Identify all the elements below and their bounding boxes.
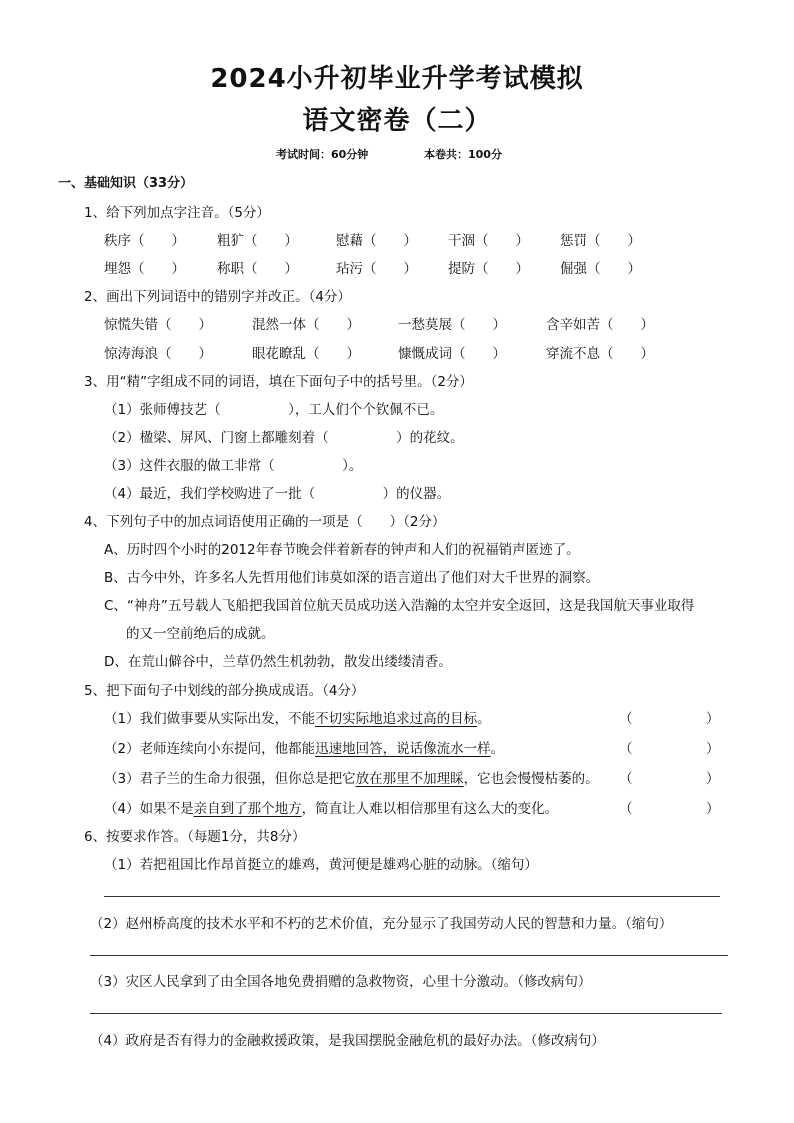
q1-item: 提防（ ） — [448, 261, 529, 277]
q1-item: 埋怨（ ） — [104, 261, 185, 277]
q3-item: （3）这件衣服的做工非常（ ）。 — [104, 458, 363, 474]
q5-answer-paren-close: ） — [706, 741, 720, 757]
q5-answer-paren-open: （ — [619, 771, 633, 787]
q5-text: （1）我们做事要从实际出发，不能 — [104, 711, 316, 727]
q5-item — [104, 797, 558, 817]
q2-item: 惊慌失错（ ） — [104, 317, 212, 333]
q5-answer-paren-open: （ — [619, 801, 633, 817]
q5-text: （2）老师连续向小东提问，他都能 — [104, 741, 316, 757]
q4-option-c: C、“神舟”五号载人飞船把我国首位航天员成功送入浩瀚的太空并安全返回，这是我国航天事业取得 — [104, 598, 695, 614]
q2-item: 穿流不息（ ） — [546, 346, 654, 362]
q2-item: 含辛如苦（ ） — [546, 317, 654, 333]
q5-text: （3）君子兰的生命力很强，但你总是把它 — [104, 771, 356, 787]
q5-answer-paren-open: （ — [619, 741, 633, 757]
q4-option-d: D、在荒山僻谷中，兰草仍然生机勃勃，散发出缕缕清香。 — [104, 654, 452, 670]
q3-item: （2）楹梁、屏风、门窗上都雕刻着（ ）的花纹。 — [104, 430, 464, 446]
q5-text: ，它也会慢慢枯萎的。 — [463, 771, 599, 787]
q3-item: （1）张师傅技艺（ ），工人们个个钦佩不已。 — [104, 402, 444, 418]
q5-underlined-phrase: 亲自到了那个地方 — [193, 801, 302, 817]
section-title: 一、基础知识（33分） — [58, 176, 194, 191]
q5-prompt: 5、把下面句子中划线的部分换成成语。（4分） — [84, 683, 365, 699]
q5-text: 。 — [490, 741, 505, 757]
q2-item: 一愁莫展（ ） — [398, 317, 506, 333]
q1-item: 慰藉（ ） — [336, 233, 417, 249]
q4-option-a: A、历时四个小时的2012年春节晚会伴着新春的钟声和人们的祝福销声匿迹了。 — [104, 542, 580, 558]
q6-item: （2）赵州桥高度的技术水平和不朽的艺术价值，充分显示了我国劳动人民的智慧和力量。（缩句） — [90, 916, 673, 932]
q1-item: 干涸（ ） — [448, 233, 529, 249]
q5-item — [104, 737, 504, 757]
q1-item: 玷污（ ） — [336, 261, 417, 277]
q1-item: 倔强（ ） — [560, 261, 641, 277]
answer-line — [90, 955, 728, 956]
q5-text: 。 — [477, 711, 491, 727]
q2-item: 混然一体（ ） — [252, 317, 360, 333]
answer-line — [90, 1013, 722, 1014]
q2-prompt: 2、画出下列词语中的错别字并改正。（4分） — [84, 289, 351, 305]
q1-item: 称职（ ） — [217, 261, 298, 277]
q5-answer-paren-close: ） — [706, 771, 720, 787]
q4-option-c-cont: 的又一空前绝后的成就。 — [126, 626, 275, 642]
q3-item: （4）最近，我们学校购进了一批（ ）的仪器。 — [104, 486, 451, 502]
q6-item: （1）若把祖国比作昂首挺立的雄鸡，黄河便是雄鸡心脏的动脉。（缩句） — [104, 857, 538, 873]
q4-prompt: 4、下列句子中的加点词语使用正确的一项是（ ）（2分） — [84, 514, 446, 530]
q5-answer-paren-close: ） — [706, 801, 720, 817]
exam-time: 考试时间：60分钟 — [276, 148, 369, 161]
q5-item — [104, 707, 491, 727]
total-score: 本卷共：100分 — [424, 148, 502, 161]
q5-text: ，简直让人难以相信那里有这么大的变化。 — [301, 801, 559, 817]
q5-underlined-phrase: 放在那里不加理睬 — [355, 771, 464, 787]
q5-underlined-phrase: 不切实际地追求过高的目标 — [315, 711, 478, 727]
q6-item: （4）政府是否有得力的金融救援政策，是我国摆脱金融危机的最好办法。（修改病句） — [90, 1033, 605, 1049]
q5-answer-paren-open: （ — [619, 711, 633, 727]
q1-prompt: 1、给下列加点字注音。（5分） — [84, 205, 270, 221]
q6-item: （3）灾区人民拿到了由全国各地免费捐赠的急救物资，心里十分激动。（修改病句） — [90, 974, 592, 990]
answer-line — [104, 896, 720, 897]
q5-text: （4）如果不是 — [104, 801, 194, 817]
q5-item — [104, 767, 599, 787]
q6-prompt: 6、按要求作答。（每题1分，共8分） — [84, 829, 306, 845]
exam-title-line2: 语文密卷（二） — [302, 106, 492, 136]
q2-item: 眼花瞭乱（ ） — [252, 346, 360, 362]
exam-title-line1: 2024小升初毕业升学考试模拟 — [210, 64, 584, 94]
q4-option-b: B、古今中外，许多名人先哲用他们讳莫如深的语言道出了他们对大千世界的洞察。 — [104, 570, 600, 586]
q1-item: 秩序（ ） — [104, 233, 185, 249]
q3-prompt: 3、用“精”字组成不同的词语，填在下面句子中的括号里。（2分） — [84, 374, 473, 390]
q1-item: 惩罚（ ） — [560, 233, 641, 249]
q5-answer-paren-close: ） — [706, 711, 720, 727]
q2-item: 慷慨成词（ ） — [398, 346, 506, 362]
q5-underlined-phrase: 迅速地回答，说话像流水一样 — [315, 741, 491, 757]
q1-item: 粗犷（ ） — [217, 233, 298, 249]
q2-item: 惊涛海浪（ ） — [104, 346, 212, 362]
